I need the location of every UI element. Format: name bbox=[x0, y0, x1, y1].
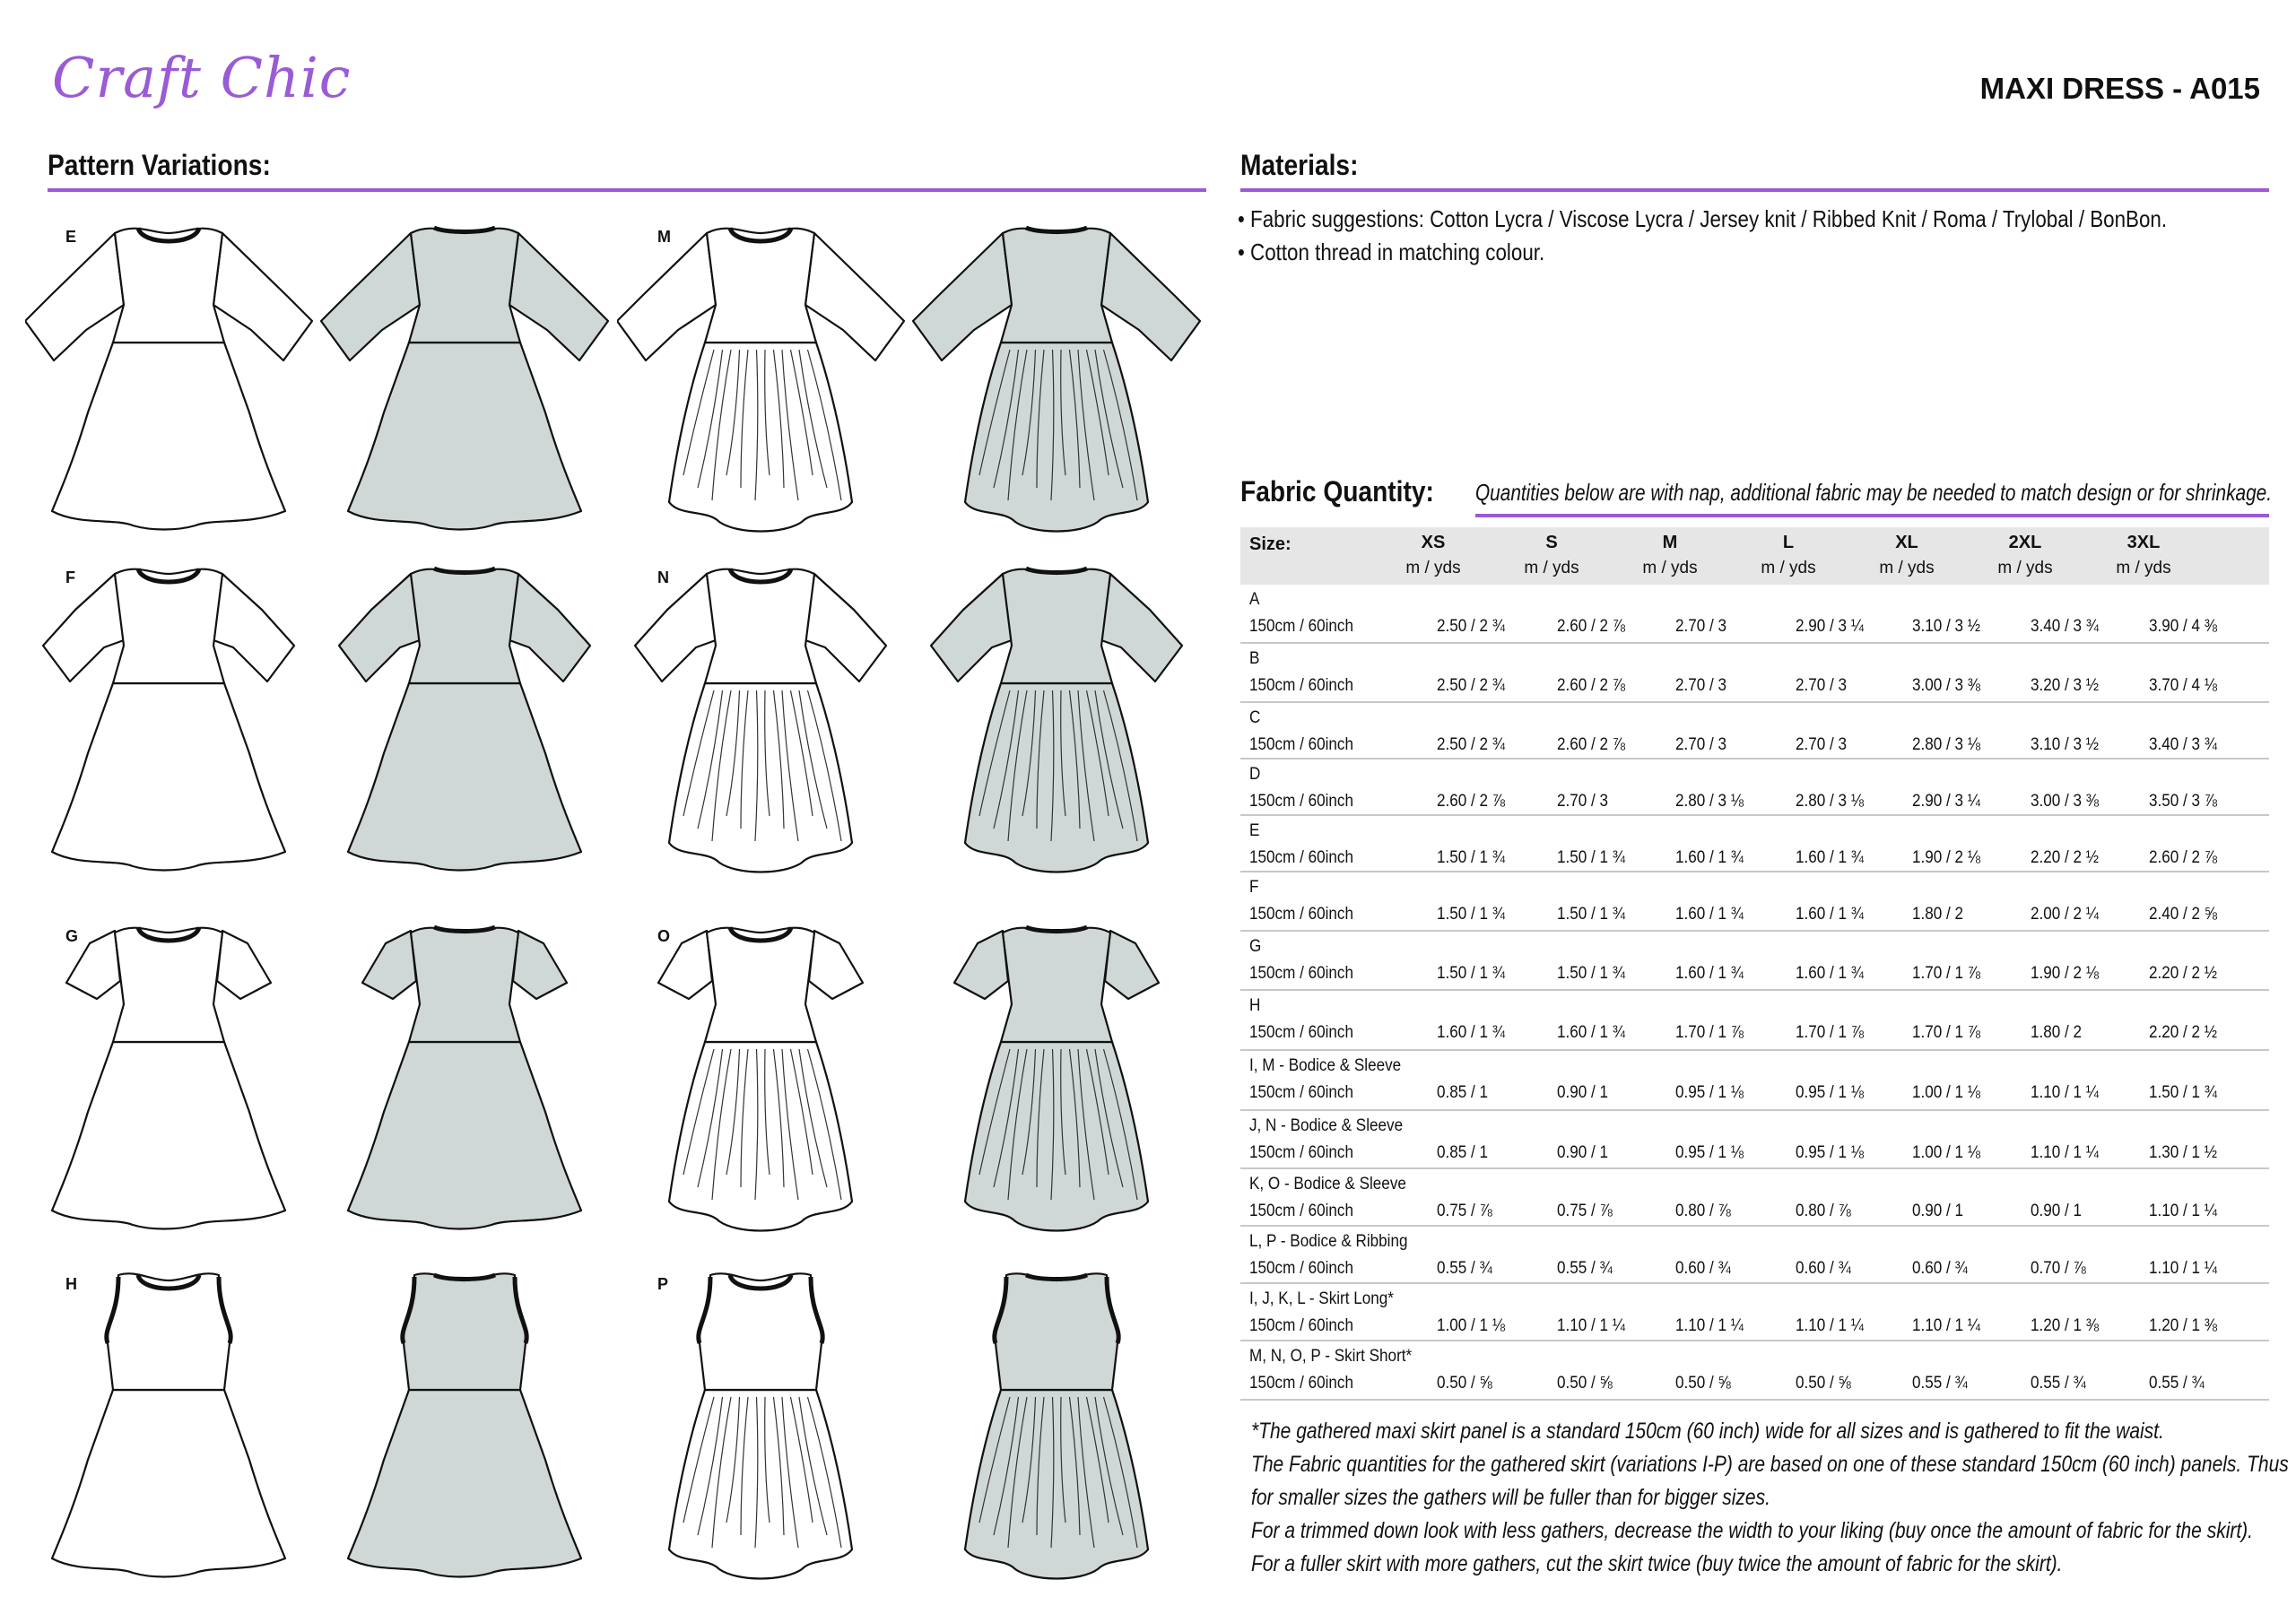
row-fabric-width: 150cm / 60inch bbox=[1249, 1083, 1353, 1102]
table-cell: 3.70 / 4 ⅛ bbox=[2149, 676, 2218, 695]
table-cell: 2.60 / 2 ⅞ bbox=[1557, 617, 1626, 636]
table-cell: 1.50 / 1 ¾ bbox=[1557, 848, 1626, 867]
size-header: 2XL bbox=[2008, 533, 2042, 552]
variation-label-n: N bbox=[657, 568, 669, 586]
row-variation-label: K, O - Bodice & Sleeve bbox=[1249, 1175, 1406, 1193]
table-cell: 1.10 / 1 ¼ bbox=[1675, 1316, 1744, 1335]
row-fabric-width: 150cm / 60inch bbox=[1249, 735, 1353, 754]
bodice bbox=[994, 1273, 1119, 1390]
sleeve-left bbox=[339, 574, 420, 681]
document-title: MAXI DRESS - A015 bbox=[1979, 72, 2260, 105]
table-row bbox=[1240, 1051, 2269, 1111]
table-cell: 1.10 / 1 ¼ bbox=[1557, 1316, 1626, 1335]
table-cell: 1.50 / 1 ¾ bbox=[1557, 905, 1626, 924]
variation-label-e: E bbox=[65, 228, 77, 246]
table-cell: 1.80 / 2 bbox=[2031, 1023, 2083, 1042]
skirt bbox=[348, 1390, 581, 1577]
size-column-xs bbox=[1374, 533, 1492, 578]
bodice bbox=[698, 1273, 823, 1390]
bodice bbox=[705, 229, 816, 343]
table-cell: 2.20 / 2 ½ bbox=[2149, 1023, 2218, 1042]
table-cell: 0.60 / ¾ bbox=[1675, 1259, 1731, 1278]
unit-header: m / yds bbox=[1997, 559, 2053, 577]
skirt bbox=[965, 683, 1148, 872]
table-cell: 0.85 / 1 bbox=[1437, 1083, 1489, 1102]
bodice bbox=[705, 928, 816, 1042]
front-view-dress bbox=[635, 568, 886, 872]
table-cell: 2.20 / 2 ½ bbox=[2031, 848, 2100, 867]
row-fabric-width: 150cm / 60inch bbox=[1249, 1202, 1353, 1220]
size-header: S bbox=[1545, 533, 1558, 552]
sleeve-left bbox=[321, 233, 420, 360]
size-header: 3XL bbox=[2126, 533, 2161, 552]
table-cell: 1.70 / 1 ⅞ bbox=[1912, 1023, 1981, 1042]
size-header: M bbox=[1662, 533, 1678, 552]
skirt bbox=[348, 1042, 581, 1229]
back-view-dress bbox=[913, 228, 1200, 532]
table-cell: 2.50 / 2 ¾ bbox=[1437, 617, 1506, 636]
skirt bbox=[348, 343, 581, 530]
size-column-l bbox=[1729, 533, 1848, 578]
bodice bbox=[113, 928, 224, 1042]
back-neckline bbox=[1026, 228, 1087, 232]
table-cell: 3.90 / 4 ⅜ bbox=[2149, 617, 2218, 636]
table-cell: 1.90 / 2 ⅛ bbox=[1912, 848, 1981, 867]
front-view-dress bbox=[658, 927, 863, 1231]
table-row bbox=[1240, 932, 2269, 991]
table-cell: 0.50 / ⅝ bbox=[1796, 1374, 1851, 1393]
table-row bbox=[1240, 991, 2269, 1051]
table-cell: 1.50 / 1 ¾ bbox=[2149, 1083, 2218, 1102]
table-cell: 1.30 / 1 ½ bbox=[2149, 1143, 2218, 1162]
table-cell: 1.00 / 1 ⅛ bbox=[1912, 1143, 1981, 1162]
row-fabric-width: 150cm / 60inch bbox=[1249, 617, 1353, 636]
table-cell: 3.20 / 3 ½ bbox=[2031, 676, 2100, 695]
table-cell: 0.75 / ⅞ bbox=[1557, 1202, 1613, 1220]
skirt bbox=[52, 683, 285, 871]
table-cell: 2.70 / 3 bbox=[1796, 676, 1848, 695]
skirt bbox=[669, 1042, 852, 1231]
table-cell: 0.55 / ¾ bbox=[1557, 1259, 1613, 1278]
back-view-dress bbox=[954, 927, 1159, 1231]
table-header bbox=[1240, 527, 2269, 585]
table-cell: 2.60 / 2 ⅞ bbox=[2149, 848, 2218, 867]
table-row bbox=[1240, 872, 2269, 932]
pattern-variations-rule bbox=[48, 188, 1206, 192]
table-cell: 1.70 / 1 ⅞ bbox=[1675, 1023, 1744, 1042]
skirt bbox=[669, 1390, 852, 1579]
sleeve-right bbox=[1101, 233, 1200, 360]
table-cell: 1.60 / 1 ¾ bbox=[1796, 848, 1865, 867]
size-column-2xl bbox=[1966, 533, 2084, 578]
table-cell: 1.70 / 1 ⅞ bbox=[1796, 1023, 1865, 1042]
table-cell: 2.70 / 3 bbox=[1675, 676, 1727, 695]
size-column-m bbox=[1611, 533, 1729, 578]
dress-illustration-o bbox=[617, 906, 1209, 1246]
row-variation-label: L, P - Bodice & Ribbing bbox=[1249, 1232, 1408, 1251]
size-label: Size: bbox=[1249, 534, 1292, 554]
sleeve-right bbox=[805, 233, 904, 360]
row-variation-label: M, N, O, P - Skirt Short* bbox=[1249, 1347, 1413, 1366]
table-cell: 0.60 / ¾ bbox=[1912, 1259, 1968, 1278]
sleeve-left bbox=[635, 574, 716, 681]
table-cell: 1.00 / 1 ⅛ bbox=[1437, 1316, 1506, 1335]
size-header: XL bbox=[1895, 533, 1918, 552]
size-header: L bbox=[1782, 533, 1795, 552]
back-neckline bbox=[1026, 927, 1087, 932]
table-row bbox=[1240, 703, 2269, 759]
table-cell: 0.90 / 1 bbox=[1557, 1083, 1609, 1102]
front-view-dress bbox=[43, 568, 294, 871]
sleeve-right bbox=[509, 574, 590, 681]
table-cell: 1.10 / 1 ¼ bbox=[2031, 1083, 2100, 1102]
row-variation-label: E bbox=[1249, 821, 1260, 840]
back-view-dress bbox=[339, 568, 590, 871]
table-cell: 0.55 / ¾ bbox=[1912, 1374, 1968, 1393]
sleeve-right bbox=[509, 233, 608, 360]
skirt bbox=[669, 683, 852, 872]
note-line: The Fabric quantities for the gathered skirt (variations I-P) are based on one of these standard 150cm (60 inch) panels. Thus bbox=[1251, 1452, 2289, 1477]
materials-heading: Materials: bbox=[1240, 149, 1359, 181]
unit-header: m / yds bbox=[1761, 559, 1816, 577]
table-row bbox=[1240, 1169, 2269, 1227]
sleeve-right bbox=[213, 574, 294, 681]
table-cell: 1.60 / 1 ¾ bbox=[1437, 1023, 1506, 1042]
front-view-dress bbox=[52, 1273, 285, 1576]
table-cell: 3.00 / 3 ⅜ bbox=[1912, 676, 1981, 695]
row-variation-label: J, N - Bodice & Sleeve bbox=[1249, 1116, 1404, 1135]
table-cell: 2.70 / 3 bbox=[1675, 735, 1727, 754]
dress-illustration-h bbox=[25, 1254, 617, 1594]
sleeve-right bbox=[805, 574, 886, 681]
skirt bbox=[52, 1390, 285, 1577]
table-cell: 0.55 / ¾ bbox=[2149, 1374, 2205, 1393]
table-cell: 2.90 / 3 ¼ bbox=[1796, 617, 1865, 636]
row-fabric-width: 150cm / 60inch bbox=[1249, 964, 1353, 983]
bodice bbox=[113, 229, 224, 343]
skirt bbox=[965, 343, 1148, 532]
sleeve-right bbox=[513, 931, 567, 999]
materials-item-thread: • Cotton thread in matching colour. bbox=[1238, 239, 1545, 265]
unit-header: m / yds bbox=[2116, 559, 2171, 577]
unit-header: m / yds bbox=[1642, 559, 1698, 577]
sleeve-right bbox=[1105, 931, 1159, 999]
sleeve-left bbox=[931, 574, 1012, 681]
sleeve-left bbox=[954, 931, 1008, 999]
row-variation-label: I, M - Bodice & Sleeve bbox=[1249, 1056, 1402, 1075]
sleeve-right bbox=[1101, 574, 1182, 681]
table-cell: 0.50 / ⅝ bbox=[1437, 1374, 1492, 1393]
row-fabric-width: 150cm / 60inch bbox=[1249, 1316, 1353, 1335]
table-cell: 1.20 / 1 ⅜ bbox=[2031, 1316, 2100, 1335]
table-cell: 3.50 / 3 ⅞ bbox=[2149, 792, 2218, 811]
table-cell: 0.90 / 1 bbox=[2031, 1202, 2083, 1220]
bodice bbox=[409, 928, 520, 1042]
row-variation-label: C bbox=[1249, 708, 1261, 727]
bodice bbox=[1001, 928, 1112, 1042]
table-cell: 3.40 / 3 ¾ bbox=[2031, 617, 2100, 636]
dress-illustration-m bbox=[617, 206, 1209, 547]
table-cell: 0.95 / 1 ⅛ bbox=[1675, 1083, 1744, 1102]
table-cell: 1.60 / 1 ¾ bbox=[1675, 964, 1744, 983]
table-cell: 0.80 / ⅞ bbox=[1796, 1202, 1851, 1220]
table-cell: 2.50 / 2 ¾ bbox=[1437, 676, 1506, 695]
note-line: for smaller sizes the gathers will be fuller than for bigger sizes. bbox=[1251, 1485, 1770, 1510]
skirt bbox=[965, 1042, 1148, 1231]
table-cell: 1.50 / 1 ¾ bbox=[1437, 964, 1506, 983]
back-view-dress bbox=[321, 228, 608, 530]
skirt bbox=[348, 683, 581, 871]
table-cell: 0.95 / 1 ⅛ bbox=[1796, 1143, 1865, 1162]
unit-header: m / yds bbox=[1524, 559, 1579, 577]
table-cell: 2.90 / 3 ¼ bbox=[1912, 792, 1981, 811]
table-cell: 2.70 / 3 bbox=[1796, 735, 1848, 754]
table-cell: 2.60 / 2 ⅞ bbox=[1557, 735, 1626, 754]
size-header: XS bbox=[1421, 533, 1446, 552]
row-variation-label: F bbox=[1249, 878, 1259, 897]
note-line: *The gathered maxi skirt panel is a standard 150cm (60 inch) wide for all sizes and is gathered to fit the waist. bbox=[1251, 1419, 2164, 1444]
table-cell: 1.60 / 1 ¾ bbox=[1675, 905, 1744, 924]
row-fabric-width: 150cm / 60inch bbox=[1249, 1143, 1353, 1162]
size-column-3xl bbox=[2084, 533, 2203, 578]
table-cell: 3.10 / 3 ½ bbox=[1912, 617, 1981, 636]
table-cell: 0.50 / ⅝ bbox=[1675, 1374, 1731, 1393]
sleeve-left bbox=[617, 233, 716, 360]
row-variation-label: I, J, K, L - Skirt Long* bbox=[1249, 1289, 1394, 1308]
row-fabric-width: 150cm / 60inch bbox=[1249, 1374, 1353, 1393]
table-cell: 1.50 / 1 ¾ bbox=[1557, 964, 1626, 983]
sleeve-left bbox=[25, 233, 124, 360]
bodice bbox=[1001, 569, 1112, 683]
table-cell: 0.75 / ⅞ bbox=[1437, 1202, 1492, 1220]
back-view-dress bbox=[931, 568, 1182, 872]
back-view-dress bbox=[348, 927, 581, 1229]
skirt bbox=[669, 343, 852, 532]
table-cell: 3.40 / 3 ¾ bbox=[2149, 735, 2218, 754]
skirt bbox=[52, 343, 285, 530]
size-column-xl bbox=[1848, 533, 1966, 578]
table-cell: 1.50 / 1 ¾ bbox=[1437, 905, 1506, 924]
row-fabric-width: 150cm / 60inch bbox=[1249, 676, 1353, 695]
unit-header: m / yds bbox=[1405, 559, 1461, 577]
note-line: For a fuller skirt with more gathers, cut the skirt twice (buy twice the amount of fabric for the skirt). bbox=[1251, 1551, 2063, 1576]
variation-label-h: H bbox=[65, 1275, 77, 1293]
row-variation-label: A bbox=[1249, 590, 1260, 609]
row-fabric-width: 150cm / 60inch bbox=[1249, 1023, 1353, 1042]
table-cell: 1.50 / 1 ¾ bbox=[1437, 848, 1506, 867]
fabric-quantity-note: Quantities below are with nap, additional fabric may be needed to match design or for shrinkage. bbox=[1475, 479, 2272, 506]
skirt-notes bbox=[1251, 1415, 2296, 1581]
table-cell: 1.10 / 1 ¼ bbox=[1796, 1316, 1865, 1335]
sleeve-left bbox=[43, 574, 124, 681]
table-cell: 2.60 / 2 ⅞ bbox=[1437, 792, 1506, 811]
bodice bbox=[113, 569, 224, 683]
bodice bbox=[409, 569, 520, 683]
bodice bbox=[705, 569, 816, 683]
sleeve-right bbox=[217, 931, 271, 999]
table-cell: 1.70 / 1 ⅞ bbox=[1912, 964, 1981, 983]
front-view-dress bbox=[25, 228, 312, 530]
table-cell: 1.00 / 1 ⅛ bbox=[1912, 1083, 1981, 1102]
table-cell: 2.80 / 3 ⅛ bbox=[1796, 792, 1865, 811]
back-view-dress bbox=[965, 1273, 1148, 1578]
table-row bbox=[1240, 816, 2269, 872]
table-row bbox=[1240, 644, 2269, 703]
sleeve-left bbox=[913, 233, 1012, 360]
variation-label-g: G bbox=[65, 927, 79, 945]
table-cell: 1.60 / 1 ¾ bbox=[1557, 1023, 1626, 1042]
table-row bbox=[1240, 759, 2269, 816]
back-neckline bbox=[434, 927, 495, 932]
table-row bbox=[1240, 585, 2269, 644]
row-fabric-width: 150cm / 60inch bbox=[1249, 1259, 1353, 1278]
table-cell: 1.20 / 1 ⅜ bbox=[2149, 1316, 2218, 1335]
back-neckline bbox=[434, 228, 495, 232]
table-cell: 0.70 / ⅞ bbox=[2031, 1259, 2086, 1278]
table-cell: 0.95 / 1 ⅛ bbox=[1796, 1083, 1865, 1102]
table-cell: 3.10 / 3 ½ bbox=[2031, 735, 2100, 754]
materials-list bbox=[1238, 203, 2279, 269]
table-cell: 2.40 / 2 ⅝ bbox=[2149, 905, 2218, 924]
front-view-dress bbox=[669, 1273, 852, 1578]
table-cell: 1.60 / 1 ¾ bbox=[1796, 964, 1865, 983]
fabric-quantity-heading: Fabric Quantity: bbox=[1240, 475, 1434, 508]
sleeve-right bbox=[809, 931, 863, 999]
variation-label-f: F bbox=[65, 568, 75, 586]
dress-illustration-e bbox=[25, 206, 617, 547]
front-view-dress bbox=[52, 927, 285, 1229]
sleeve-left bbox=[362, 931, 416, 999]
bodice bbox=[106, 1273, 231, 1390]
sleeve-left bbox=[658, 931, 712, 999]
table-row bbox=[1240, 1227, 2269, 1284]
table-row bbox=[1240, 1284, 2269, 1341]
table-cell: 1.10 / 1 ¼ bbox=[2149, 1259, 2218, 1278]
back-neckline bbox=[1026, 568, 1087, 573]
table-cell: 0.90 / 1 bbox=[1912, 1202, 1964, 1220]
back-neckline bbox=[434, 568, 495, 573]
table-cell: 0.90 / 1 bbox=[1557, 1143, 1609, 1162]
table-cell: 0.60 / ¾ bbox=[1796, 1259, 1851, 1278]
front-view-dress bbox=[617, 228, 904, 532]
dress-illustration-p bbox=[617, 1254, 1209, 1594]
pattern-variations-heading: Pattern Variations: bbox=[48, 149, 271, 181]
fabric-quantity-table bbox=[1240, 527, 2269, 1401]
table-cell: 0.80 / ⅞ bbox=[1675, 1202, 1731, 1220]
table-row bbox=[1240, 1341, 2269, 1401]
unit-header: m / yds bbox=[1879, 559, 1935, 577]
table-cell: 1.10 / 1 ¼ bbox=[2149, 1202, 2218, 1220]
sleeve-left bbox=[66, 931, 120, 999]
table-cell: 2.70 / 3 bbox=[1675, 617, 1727, 636]
table-cell: 1.10 / 1 ¼ bbox=[2031, 1143, 2100, 1162]
variation-label-o: O bbox=[657, 927, 671, 945]
materials-rule bbox=[1240, 188, 2269, 192]
table-cell: 2.20 / 2 ½ bbox=[2149, 964, 2218, 983]
note-line: For a trimmed down look with less gathers, decrease the width to your liking (buy once the amount of fabric for the skirt). bbox=[1251, 1518, 2254, 1543]
row-fabric-width: 150cm / 60inch bbox=[1249, 905, 1353, 924]
table-cell: 0.95 / 1 ⅛ bbox=[1675, 1143, 1744, 1162]
table-cell: 0.55 / ¾ bbox=[2031, 1374, 2086, 1393]
materials-item-fabric: • Fabric suggestions: Cotton Lycra / Viscose Lycra / Jersey knit / Ribbed Knit / Roma / Trylobal / BonBon. bbox=[1238, 205, 2168, 232]
variation-label-p: P bbox=[657, 1275, 669, 1293]
row-variation-label: D bbox=[1249, 765, 1261, 784]
table-cell: 2.00 / 2 ¼ bbox=[2031, 905, 2100, 924]
table-row bbox=[1240, 1111, 2269, 1169]
size-column-s bbox=[1492, 533, 1611, 578]
table-cell: 1.60 / 1 ¾ bbox=[1675, 848, 1744, 867]
back-neckline bbox=[434, 1275, 495, 1280]
back-view-dress bbox=[348, 1273, 581, 1576]
table-cell: 1.10 / 1 ¼ bbox=[1912, 1316, 1981, 1335]
table-cell: 0.50 / ⅝ bbox=[1557, 1374, 1613, 1393]
sleeve-right bbox=[213, 233, 312, 360]
table-cell: 2.80 / 3 ⅛ bbox=[1912, 735, 1981, 754]
row-fabric-width: 150cm / 60inch bbox=[1249, 792, 1353, 811]
brand-logo: Craft Chic bbox=[52, 45, 352, 110]
dress-illustration-n bbox=[617, 547, 1209, 888]
fabric-quantity-rule bbox=[1475, 514, 2269, 517]
bodice bbox=[402, 1273, 527, 1390]
table-cell: 0.85 / 1 bbox=[1437, 1143, 1489, 1162]
table-cell: 2.50 / 2 ¾ bbox=[1437, 735, 1506, 754]
dress-illustration-f bbox=[25, 547, 617, 888]
table-cell: 3.00 / 3 ⅜ bbox=[2031, 792, 2100, 811]
skirt bbox=[52, 1042, 285, 1229]
table-cell: 0.55 / ¾ bbox=[1437, 1259, 1492, 1278]
variation-label-m: M bbox=[657, 228, 671, 246]
skirt bbox=[965, 1390, 1148, 1579]
dress-illustration-g bbox=[25, 906, 617, 1246]
table-cell: 2.60 / 2 ⅞ bbox=[1557, 676, 1626, 695]
row-fabric-width: 150cm / 60inch bbox=[1249, 848, 1353, 867]
bodice bbox=[409, 229, 520, 343]
table-cell: 2.80 / 3 ⅛ bbox=[1675, 792, 1744, 811]
row-variation-label: G bbox=[1249, 937, 1262, 956]
table-cell: 1.60 / 1 ¾ bbox=[1796, 905, 1865, 924]
table-body bbox=[1240, 585, 2269, 1401]
table-cell: 1.80 / 2 bbox=[1912, 905, 1964, 924]
table-cell: 2.70 / 3 bbox=[1557, 792, 1609, 811]
bodice bbox=[1001, 229, 1112, 343]
table-cell: 1.90 / 2 ⅛ bbox=[2031, 964, 2100, 983]
row-variation-label: B bbox=[1249, 649, 1260, 668]
back-neckline bbox=[1026, 1275, 1087, 1280]
row-variation-label: H bbox=[1249, 996, 1261, 1015]
